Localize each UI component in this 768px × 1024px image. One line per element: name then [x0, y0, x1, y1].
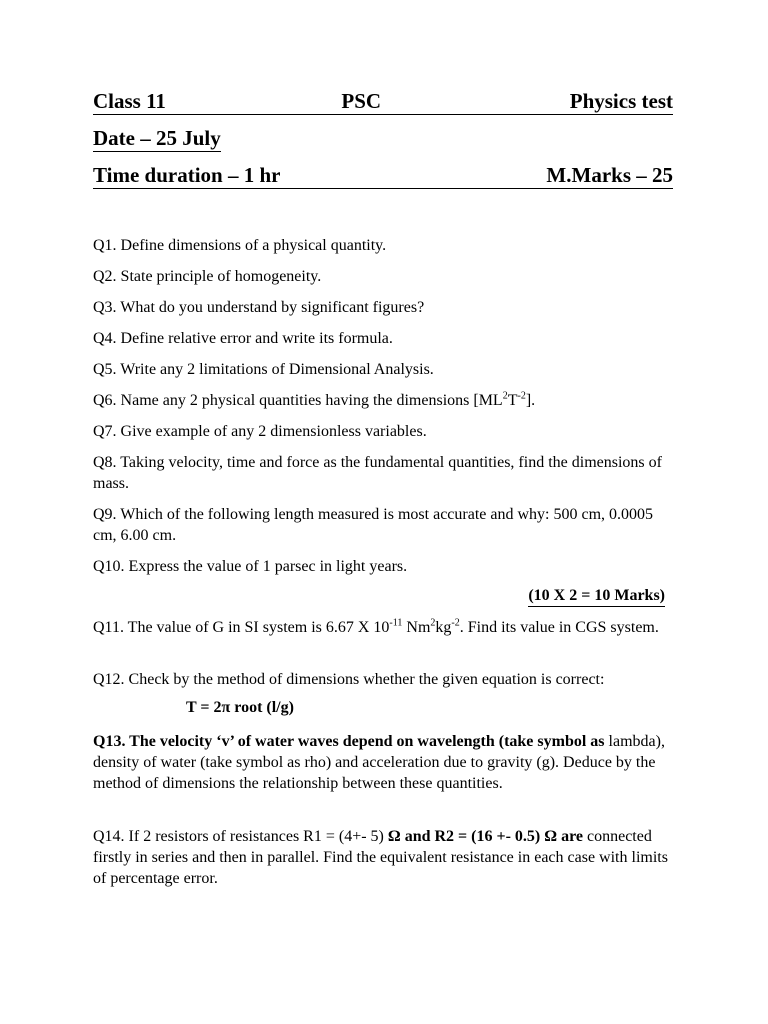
- question-4: Q4. Define relative error and write its formula.: [93, 330, 393, 347]
- q6-text-post: ].: [525, 392, 536, 409]
- class-label: Class 11: [93, 89, 166, 113]
- q11-text-post: . Find its value in CGS system.: [459, 619, 659, 636]
- school-label: PSC: [341, 89, 382, 113]
- q14-text-post: connected firstly in series and then in parallel. Find the equivalent resistance in each case with limits of percentage error.: [93, 828, 668, 887]
- q11-text-mid-2: kg: [435, 619, 452, 636]
- question-12: Q12. Check by the method of dimensions whether the given equation is correct:: [93, 671, 605, 688]
- question-11: [93, 617, 673, 638]
- question-9: Q9. Which of the following length measured is most accurate and why: 500 cm, 0.0005 cm, 6.00 cm.: [93, 506, 654, 544]
- q13-text-bold: Q13. The velocity ‘v’ of water waves depend on wavelength (take symbol as: [93, 733, 605, 750]
- question-10: Q10. Express the value of 1 parsec in light years.: [93, 558, 408, 575]
- question-6: [93, 390, 673, 411]
- question-5: Q5. Write any 2 limitations of Dimensional Analysis.: [93, 361, 434, 378]
- q11-text-pre: Q11. The value of G in SI system is 6.67 X 10: [93, 619, 390, 636]
- question-13: [93, 731, 673, 794]
- date-label: Date – 25 July: [93, 126, 221, 150]
- q14-text-pre: Q14. If 2 resistors of resistances R1 = (4+- 5): [93, 828, 388, 845]
- header-row-class: [93, 89, 673, 115]
- q11-superscript-3: -2: [451, 617, 460, 629]
- question-3: Q3. What do you understand by significant figures?: [93, 299, 425, 316]
- q13-text-rest: lambda), density of water (take symbol as rho) and acceleration due to gravity (g). Deduce by the method of dimensions the relationship between these quantities.: [93, 733, 665, 792]
- q6-text-mid: T: [507, 392, 518, 409]
- q11-superscript-2: 2: [430, 617, 436, 629]
- question-1: Q1. Define dimensions of a physical quantity.: [93, 237, 387, 254]
- max-marks-label: M.Marks – 25: [546, 163, 673, 187]
- question-7: Q7. Give example of any 2 dimensionless variables.: [93, 423, 427, 440]
- q11-text-mid-1: Nm: [402, 619, 431, 636]
- subject-label: Physics test: [569, 89, 673, 113]
- q12-equation: T = 2π root (l/g): [186, 699, 294, 716]
- q11-superscript-1: -11: [389, 617, 403, 629]
- q6-text-pre: Q6. Name any 2 physical quantities having the dimensions [ML: [93, 392, 503, 409]
- time-duration-label: Time duration – 1 hr: [93, 163, 546, 189]
- question-2: Q2. State principle of homogeneity.: [93, 268, 322, 285]
- section-marks: (10 X 2 = 10 Marks): [528, 586, 665, 607]
- question-8: Q8. Taking velocity, time and force as the fundamental quantities, find the dimensions of mass.: [93, 454, 662, 492]
- q6-superscript-2: -2: [517, 390, 526, 402]
- q14-text-bold: Ω and R2 = (16 +- 0.5) Ω are: [387, 828, 583, 845]
- question-14: [93, 826, 673, 889]
- q6-superscript-1: 2: [502, 390, 508, 402]
- header-row-date: [93, 126, 673, 150]
- header-row-time: [93, 163, 673, 189]
